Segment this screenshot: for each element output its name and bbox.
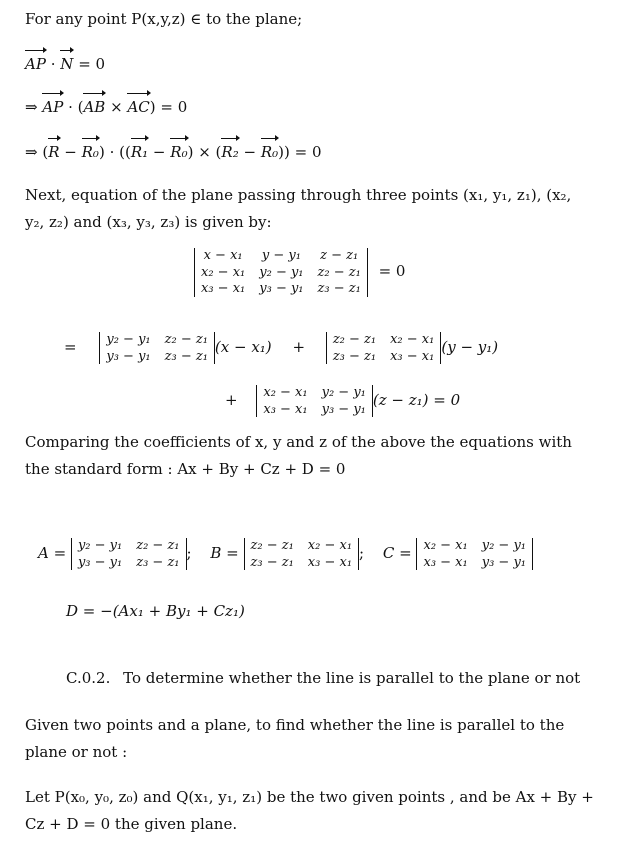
vector-r0: R₀ [170,143,188,161]
equals-sign: = [64,338,77,357]
det-cell: z₂ − z₁ [250,538,294,553]
expansion-line-2 [225,385,460,417]
det-cell: y₃ − y₁ [77,554,123,570]
paragraph-given: Given two points and a plane, to find whether the line is parallel to the plane or not : [25,716,565,761]
main-determinant [194,248,405,297]
det-cell: y₃ − y₁ [259,281,304,297]
minus-operator: − [243,143,257,161]
det-cell: y₂ − y₁ [321,385,366,400]
minor-determinant [326,332,442,364]
minor-determinant [256,385,373,417]
det-cell: y₃ − y₁ [321,401,366,417]
expansion-line-1 [64,332,498,364]
det-cell: z₃ − z₁ [250,554,294,570]
plus-sign: + [225,391,238,410]
det-cell: y − y₁ [261,248,301,263]
vector-r2: R₂ [221,143,239,161]
det-cell: y₂ − y₁ [106,332,151,347]
det-cell: y₂ − y₁ [259,264,304,280]
coef-a-label: A = [38,544,67,563]
det-cell: y₃ − y₁ [481,554,527,570]
coefficients-row [38,538,533,570]
coef-b-determinant [244,538,360,570]
det-cell: z₂ − z₁ [136,538,180,553]
equation-d: D = −(Ax₁ + By₁ + Cz₁) [66,602,245,620]
det-cell: x₃ − x₁ [263,401,308,417]
vector-ab: AB [83,98,106,116]
implies-symbol: ⇒ ( [25,143,49,161]
equals-zero: = 0 [378,262,406,281]
det-cell: y₂ − y₁ [77,538,123,553]
det-cell: x − x₁ [203,248,243,263]
equation-triple-product [25,98,187,116]
equals-zero: ) = 0 [149,98,188,116]
det-cell: x₂ − x₁ [307,538,353,553]
operator-text: ) × ( [187,143,222,161]
dot-operator: · [50,55,56,73]
equals-zero: )) = 0 [278,143,322,161]
separator: ; [186,544,192,563]
intro-text: For any point P(x,y,z) ∈ to the plane; [25,10,303,28]
coef-c-label: C = [382,544,412,563]
factor-x: (x − x₁) [214,338,272,357]
minus-operator: − [64,143,77,161]
det-cell: z₂ − z₁ [317,264,361,280]
operator-text: · ( [68,98,84,116]
det-cell: z₃ − z₁ [136,554,180,570]
det-cell: z₃ − z₁ [164,348,208,364]
plus-sign: + [292,338,306,357]
vector-ap: AP [42,98,64,116]
det-cell: x₂ − x₁ [201,264,246,280]
vector-r0: R₀ [260,143,279,161]
coef-a-determinant [71,538,187,570]
separator: ; [359,544,365,563]
det-cell: y₂ − y₁ [481,538,527,553]
minus-operator: − [152,143,166,161]
det-cell: x₃ − x₁ [307,554,353,570]
minor-determinant [99,332,215,364]
det-cell: z₃ − z₁ [317,281,361,297]
det-cell: x₂ − x₁ [423,538,468,553]
det-cell: z₂ − z₁ [164,332,208,347]
paragraph-three-points: Next, equation of the plane passing through three points (x₁, y₁, z₁), (x₂, y₂, z₂) and (x₃, y₃, z₃) is given by: [25,186,572,231]
equation-ap-dot-n [25,55,105,73]
vector-ap: AP [25,55,46,73]
det-cell: x₃ − x₁ [423,554,468,570]
det-cell: z − z₁ [320,248,359,263]
section-title: To determine whether the line is parallel to the plane or not [123,669,581,687]
det-cell: z₂ − z₁ [332,332,377,347]
det-cell: x₃ − x₁ [390,348,435,364]
det-cell: y₃ − y₁ [106,348,151,364]
equation-position-vectors [25,143,322,161]
det-cell: x₂ − x₁ [390,332,435,347]
implies-symbol: ⇒ [25,98,38,116]
section-number: C.0.2. [66,669,111,687]
factor-z: (z − z₁) = 0 [372,391,461,410]
operator-text: ) · (( [98,143,131,161]
paragraph-compare: Comparing the coefficients of x, y and z of the above the equations with the standard form : Ax + By + Cz + D = 0 [25,433,572,478]
determinant-3x3 [194,248,368,297]
vector-n: N [60,55,74,73]
section-heading [66,669,580,687]
vector-ac: AC [127,98,150,116]
det-cell: z₃ − z₁ [332,348,377,364]
coef-c-determinant [416,538,533,570]
det-cell: x₂ − x₁ [263,385,308,400]
det-cell: x₃ − x₁ [201,281,246,297]
factor-y: (y − y₁) [441,338,499,357]
paragraph-let: Let P(x₀, y₀, z₀) and Q(x₁, y₁, z₁) be the two given points , and be Ax + By + Cz + D = 0 the given plane. [25,788,594,833]
vector-r1: R₁ [130,143,149,161]
coef-b-label: B = [210,544,239,563]
vector-r: R [48,143,60,161]
equals-zero: = 0 [78,55,106,73]
cross-operator: × [110,98,123,116]
vector-r0: R₀ [81,143,99,161]
